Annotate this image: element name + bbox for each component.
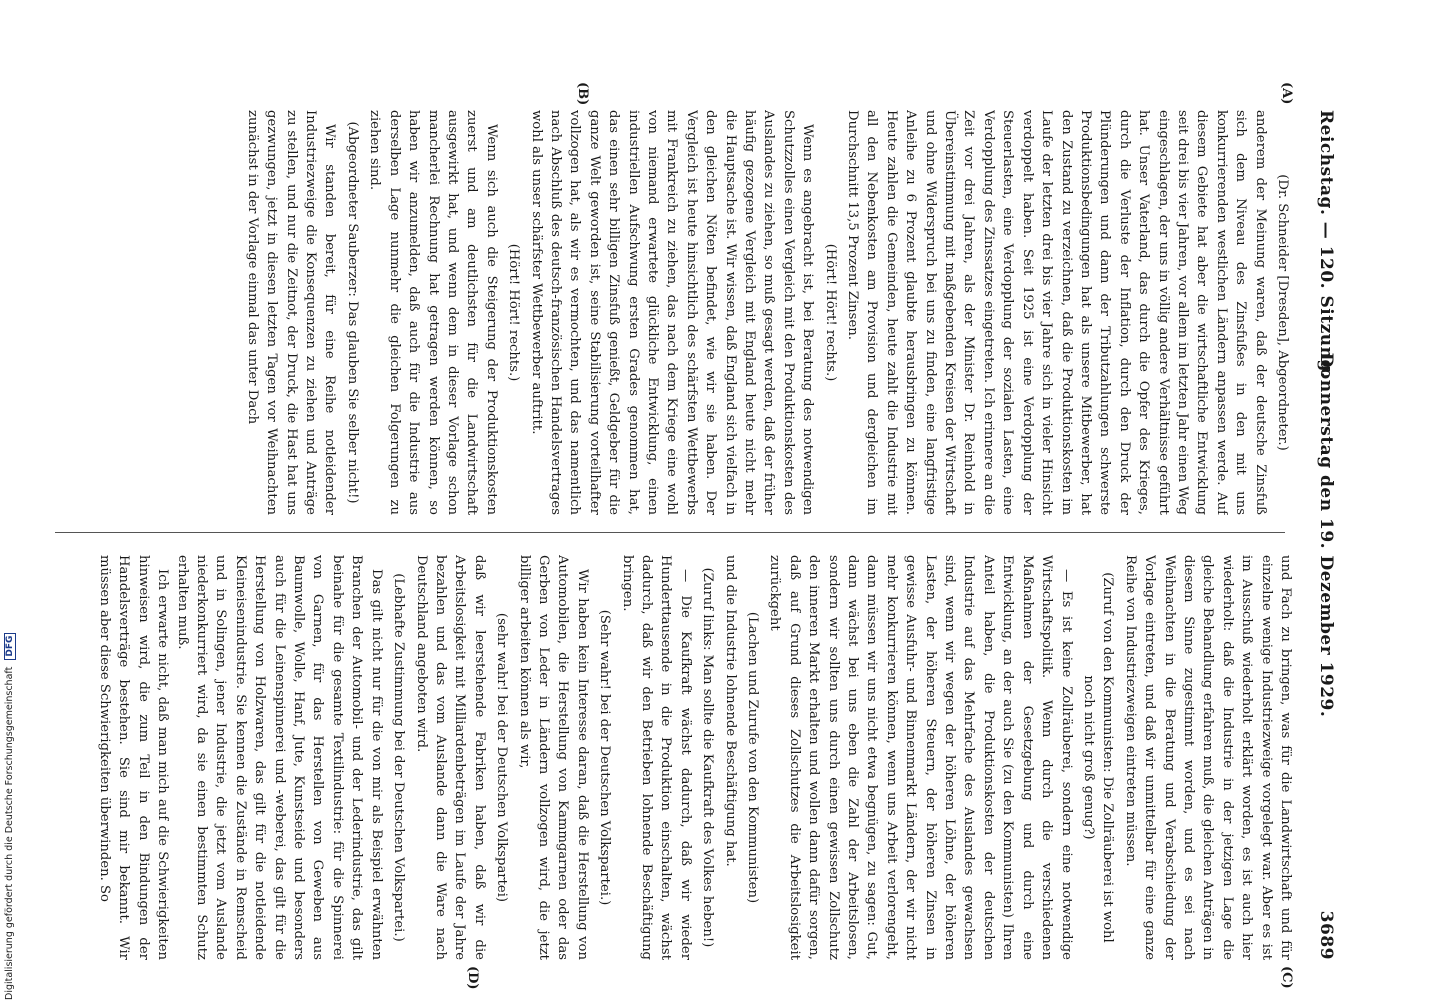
- interjection: (Abgeordneter Sauberzer: Das glauben Sie selber nicht!): [344, 121, 360, 504]
- digitization-note: [4, 0, 24, 1000]
- interjection: (Zuruf links: Man sollte die Kaufkraft des Volkes heben!): [700, 567, 716, 948]
- paragraph: Ich erwarte nicht, daß man mich auf die Schwierigkeiten hinweisen wird, die zum Teil in den Bindungen der Handelsverträge bestehen. Sie sind mir bekannt. Wir müssen aber diese Schwierigkeiten überwinden. So: [97, 555, 171, 960]
- left-column: [45, 110, 1295, 515]
- margin-marker-d: (D): [465, 966, 480, 990]
- interjection: (Lebhafte Zustimmung bei der Deutschen Volkspartei.): [391, 573, 407, 942]
- paragraph: daß wir leerstehende Fabriken haben, daß wir die Arbeitslosigkeit mit Milliardenbeträgen im Laufe der Jahre bezahlen und das vom Auslande dann die Ware nach Deutschland angeboten wird.: [413, 555, 487, 960]
- paragraph: und Fach zu bringen, was für die Landwirtschaft und für einzelne wenige Industriezweige vorgelegt war. Aber es ist im Ausschuß wiederholt erklärt worden, es ist auch hier wiederholt: daß die Industrie in der jetzigen Lage die gleiche Behandlung erfahren muß, die gleichen Anträgen in diesem Sinne zugestimmt worden, und es sei nach Weihnachten in die Beratung und Verabschiedung der Vorlage eintreten, und daß wir unmittelbar für eine ganze Reihe von Industriezweigen eintreten müssen.: [1122, 555, 1293, 960]
- paragraph: Wir haben kein Interesse daran, daß die Herstellung von Automobilen, die Herstellung von Kammgarnen oder das Gerben von Leder in Ländern vollzogen wird, die jetzt billiger arbeiten können als wir,: [516, 555, 590, 960]
- page-number: 3689: [1316, 910, 1336, 960]
- interjection: (Zuruf von den Kommunisten: Die Zollräuberei ist wohl noch nicht groß genug?): [1080, 572, 1116, 943]
- paragraph: anderem der Meinung waren, daß der deutsche Zinsfuß sich dem Niveau des Zinsfußes in den mit uns konkurrierenden westlichen Ländern anpassen werde. Auf diesem Gebiete hat aber die wirtschaftliche Entwicklung seit drei bis vier Jahren, vor allem im letzten Jahr einen Weg eingeschlagen, der uns in völlig andere Verhältnisse geführt hat. Unser Vaterland, das durch die Opfer des Krieges, durch die Verluste der Inflation, durch den Druck der Plünderungen und dann der Tributzahlungen schwerste Produktionsbedingungen hat als unsere Mitbewerber, hat den Zustand zu verzeichnen, daß die Produktionskosten im Laufe der letzten drei bis vier Jahre sich in vieler Hinsicht verdoppelt haben. Seit 1925 ist eine Verdopplung der Steuerlasten, eine Verdopplung der sozialen Lasten, eine Verdopplung des Zinssatzes eingetreten. Ich erinnere an die Zeit vor drei Jahren, als der Minister Dr. Reinhold in Übereinstimmung mit maßgebenden Kreisen der Wirtschaft und ohne Widerspruch bei uns zu finden, eine langfristige Anleihe zu 6 Prozent glaubte herausbringen zu können. Heute zahlen die Gemeinden, heute zahlt die Industrie mit all den Nebenkosten am Provision und dergleichen im Durchschnitt 13,5 Prozent Zinsen.: [845, 110, 1268, 515]
- margin-marker-c: (C): [1279, 966, 1294, 989]
- interjection: (sehr wahr! bei der Deutschen Volkspartei): [494, 612, 510, 903]
- paragraph: Wenn sich auch die Steigerung der Produktionskosten zuerst und am deutlichsten für die Landwirtschaft ausgewirkt hat, und wenn dem in dieser Vorlage schon mancherlei Rechnung hat getragen werden können, so haben wir anzumelden, daß auch für die Industrie aus derselben Lage nunmehr die gleichen Folgerungen zu ziehen sind.: [367, 110, 499, 515]
- paragraph: und die Industrie lohnende Beschäftigung hat.: [722, 555, 738, 867]
- paragraph: Wenn es angebracht ist, bei Beratung des notwendigen Schutzzolles einen Vergleich mit den Produktionskosten des Auslandes zu ziehen, so muß gesagt werden, daß der früher häufig gezogene Vergleich mit England heute nicht mehr die Hauptsache ist. Wir wissen, daß England sich vielfach in den gleichen Nöten befindet, wie wir sie haben. Der Vergleich ist heute hinsichtlich des schärfsten Wettbewerbs mit Frankreich zu ziehen, das nach dem Kriege eine wohl von niemand erwartete glückliche Entwicklung, einen industriellen Aufschwung ersten Grades genommen hat, das einen sehr billigen Zinsfuß genießt, Geldgeber für die ganze Welt geworden ist, seine Stabilisierung vorteilhafter vollzogen hat, als wir es vermochten, und das namentlich nach Abschluß des deutsch-französischen Handelsvertrages wohl als unser schärfster Wettbewerber auftritt.: [528, 110, 816, 515]
- dfg-logo-icon: DFG: [4, 633, 16, 660]
- header-date: Donnerstag den 19. Dezember 1929.: [1316, 352, 1336, 718]
- digitization-note-text: Digitalisierung gefördert durch die Deutsche Forschungsgemeinschaft: [4, 666, 15, 1000]
- paragraph: — Die Kaufkraft wächst dadurch, daß wir wieder Hunderttausende in die Produktion einschalten, wächst dadurch, daß wir den Betrieben lohnende Beschäftigung bringen.: [619, 555, 693, 960]
- right-column: [45, 555, 1295, 960]
- interjection: (Hört! Hört! rechts.): [506, 243, 522, 382]
- column-divider: [55, 532, 1285, 533]
- paragraph: Wir standen bereit, für eine Reihe notleidender Industriezweige die Konsequenzen zu ziehen und Anträge zu stellen, und nur die Zeitnot, der Druck, die Hast hat uns gezwungen, jetzt in diesen letzten Tagen vor Weihnachten zunächst in der Vorlage einmal das unter Dach: [244, 110, 338, 515]
- interjection: (Hört! Hört! rechts.): [822, 243, 838, 382]
- margin-marker-b: (B): [575, 82, 590, 106]
- header-session: Reichstag. — 120. Sitzung.: [1316, 110, 1336, 379]
- margin-marker-a: (A): [1279, 82, 1294, 105]
- interjection: (Lachen und Zurufe von den Kommunisten): [745, 611, 761, 904]
- paragraph: Das gilt nicht nur für die von mir als Beispiel erwähnten Branchen der Automobil- und der Lederindustrie, das gilt beinahe für die gesamte Textilindustrie: für die Spinnerei von Garnen, für das Herstellen von Geweben aus Baumwolle, Wolle, Hanf, Jute, Kunstseide und besonders auch für die Leinenspinnerei und -weberei, das gilt für die Herstellung von Holzwaren, das gilt für die notleidende Kleineisenindustrie. Sie kennen die Zustände in Remscheid und in Solingen, jener Industrie, die jetzt vom Auslande niederkonkurriert wird, da sie einen bestimmten Schutz erhalten muß.: [174, 555, 384, 960]
- paragraph: — Es ist keine Zollräuberei, sondern eine notwendige Wirtschaftspolitik. Wenn durch die verschiedenen Maßnahmen der Gesetzgebung und durch eine Entwicklung, an der auch Sie (zu den Kommunisten) Ihren Anteil haben, die Produktionskosten der deutschen Industrie auf das Mehrfache des Auslandes gewachsen sind, wenn wir wegen der höheren Löhne, der höheren Lasten, der höheren Steuern, der höheren Zinsen in gewisse Ausfuhr- und Binnenmarkt Ländern, der wir nicht mehr konkurrieren können, wenn uns Arbeit verlorengeht, dann müssen wir uns nicht etwa begnügen, zu sagen: Gut, dann wächst bei uns eben die Zahl der Arbeitslosen, sondern wir sollten uns durch einen gewissen Zollschutz den inneren Markt erhalten und wollen dann dafür sorgen, daß auf Grund dieses Zollschutzes die Arbeitslosigkeit zurückgeht: [767, 555, 1074, 960]
- running-head: [1310, 110, 1340, 960]
- speaker-line: (Dr. Schneider [Dresden], Abgeordneter.): [1275, 174, 1290, 451]
- interjection: (Sehr wahr! bei der Deutschen Volkspartei.): [597, 609, 613, 906]
